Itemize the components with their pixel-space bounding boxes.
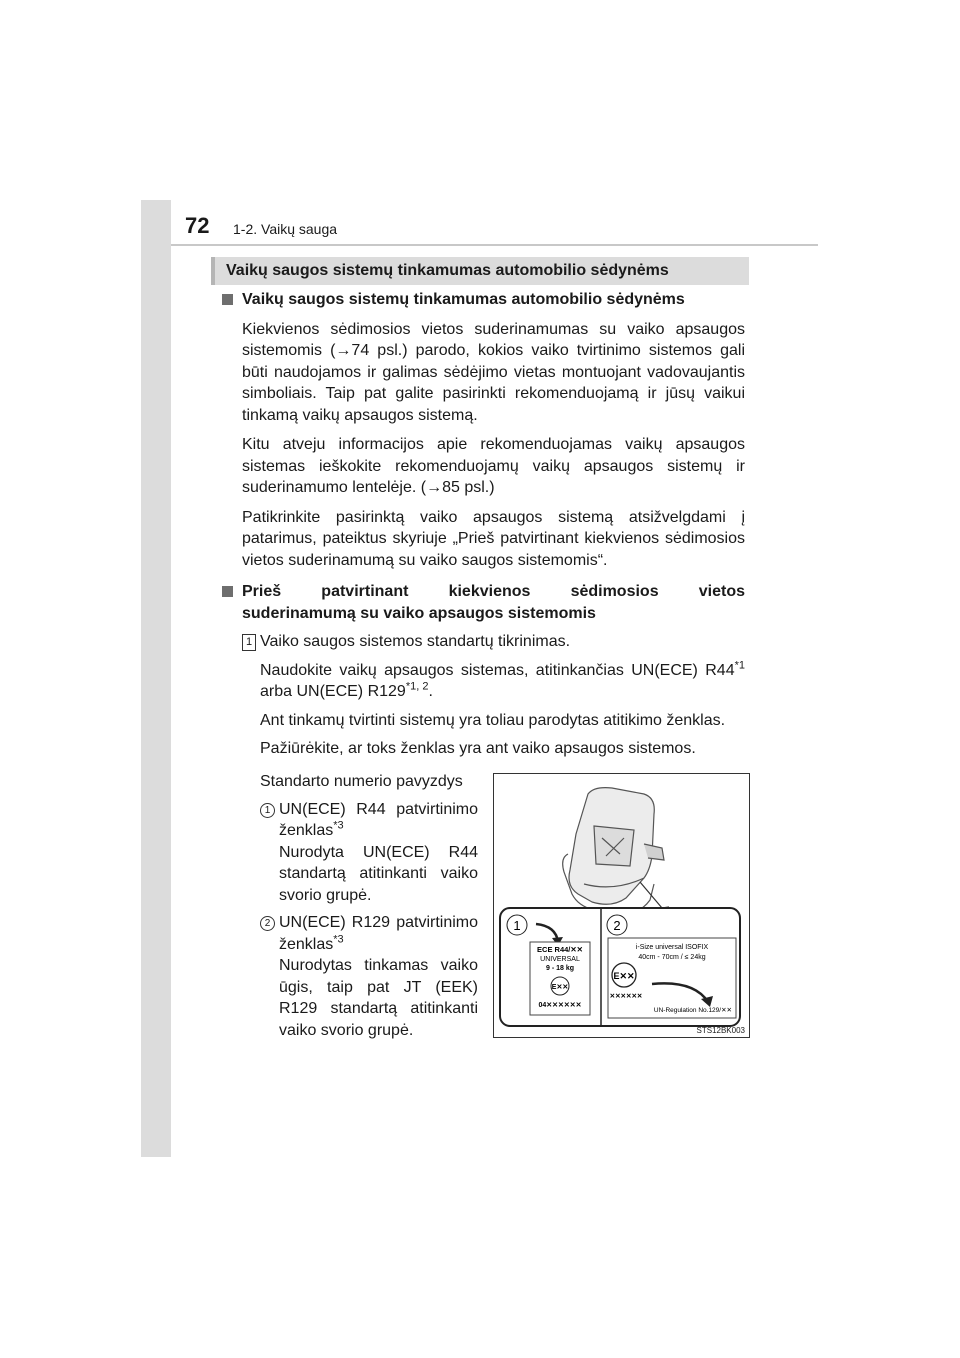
item-description: Nurodytas tinkamas vaiko ūgis, taip pat JT (EEK) R129 standartą atitinkanti vaiko svorio grupė. — [279, 957, 478, 1039]
square-bullet-icon — [222, 294, 233, 305]
paragraph: Kitu atveju informacijos apie rekomenduojamas vaikų apsaugos sistemas ieškokite rekomenduojamų vaikų apsaugos sistemų ir suderinamumo lentelėje. (→85 psl.) — [242, 436, 745, 496]
footnote-ref: *3 — [333, 933, 344, 946]
main-content — [222, 289, 745, 760]
text: arba UN(ECE) R129 — [260, 683, 406, 700]
text: Naudokite vaikų apsaugos sistemas, atitinkančias UN(ECE) R44 — [260, 661, 735, 679]
figure-code: STS12BK003 — [696, 1026, 745, 1035]
footnote-ref: *1 — [734, 659, 745, 672]
square-bullet-icon — [222, 586, 233, 597]
circled-number: 1 — [260, 803, 275, 818]
paragraph: Ant tinkamų tvirtinti sistemų yra toliau parodytas atitikimo ženklas. — [260, 711, 726, 729]
paragraph-standards — [260, 660, 745, 703]
step-1 — [242, 631, 745, 653]
subheading-before-confirming — [222, 581, 745, 624]
page-number: 72 — [185, 213, 210, 238]
footnote-ref: *1, 2 — [405, 680, 429, 693]
paragraph: Patikrinkite pasirinktą vaiko apsaugos sistemą atsižvelgdami į patarimus, pateiktus skyriuje „Prieš patvirtinant kiekvienos sėdimosios vietos suderinamumą su vaiko saugos sistemomis“. — [242, 508, 745, 569]
example-item-1 — [260, 799, 478, 907]
header-rule — [171, 244, 818, 246]
r44-line2: UNIVERSAL — [540, 956, 580, 963]
subheading-compatibility — [222, 289, 745, 311]
r44-line1: ECE R44/✕✕ — [537, 945, 583, 954]
child-seat-illustration — [563, 788, 664, 914]
figure-svg — [494, 774, 749, 1037]
label-1-number: 1 — [513, 918, 521, 933]
callout-line — [640, 882, 669, 908]
r129-e-mark: E✕✕ — [613, 971, 635, 981]
r44-e-mark: E✕✕ — [551, 984, 569, 991]
example-item-2 — [260, 912, 478, 1041]
subheading-text: Vaikų saugos sistemų tinkamumas automobilio sėdynėms — [242, 291, 685, 308]
subheading-text-line1: Prieš patvirtinant kiekvienos sėdimosios vietos — [242, 583, 745, 600]
r129-line2: 40cm - 70cm / ≤ 24kg — [638, 954, 706, 961]
step-number-box: 1 — [242, 634, 256, 651]
r129-line1: i-Size universal ISOFIX — [635, 944, 709, 951]
approval-mark-figure — [493, 773, 750, 1038]
item-label: UN(ECE) R129 patvirtinimo ženklas — [279, 914, 478, 953]
r44-line3: 9 - 18 kg — [545, 965, 575, 972]
footnote-ref: *3 — [333, 819, 344, 832]
subheading-text-line2: suderinamumą su vaiko apsaugos sistemomis — [242, 604, 596, 622]
text: . — [428, 683, 433, 700]
circled-number: 2 — [260, 916, 275, 931]
r129-code: ✕✕✕✕✕✕ — [609, 993, 643, 1000]
example-list — [260, 771, 478, 1041]
item-description: Nurodyta UN(ECE) R44 standartą atitinkanti vaiko svorio grupė. — [279, 843, 478, 904]
side-strip — [141, 200, 171, 1157]
step-text: Vaiko saugos sistemos standartų tikrinimas. — [260, 633, 571, 650]
item-label: UN(ECE) R44 patvirtinimo ženklas — [279, 800, 478, 839]
r129-regulation: UN-Regulation No.129/✕✕ — [653, 1007, 732, 1014]
section-title: Vaikų saugos sistemų tinkamumas automobilio sėdynėms — [211, 257, 749, 285]
r44-code: 04✕✕✕✕✕✕ — [538, 1002, 582, 1009]
paragraph: Kiekvienos sėdimosios vietos suderinamumas su vaiko apsaugos sistemomis (→74 psl.) parodo, kokios vaiko tvirtinimo sistemos gali būti naudojamos ir galimas sėdėjimo vietas montuojant vadovaujantis simboliais. Taip pat galite pasirinkti rekomenduojamą ir jūsų vaikui tinkamą vaikų apsaugos sistemą. — [242, 320, 745, 424]
paragraph: Pažiūrėkite, ar toks ženklas yra ant vaiko apsaugos sistemos. — [260, 740, 696, 757]
chapter-title: 1-2. Vaikų sauga — [233, 221, 338, 237]
label-2-number: 2 — [613, 918, 621, 933]
example-title: Standarto numerio pavyzdys — [260, 773, 463, 790]
